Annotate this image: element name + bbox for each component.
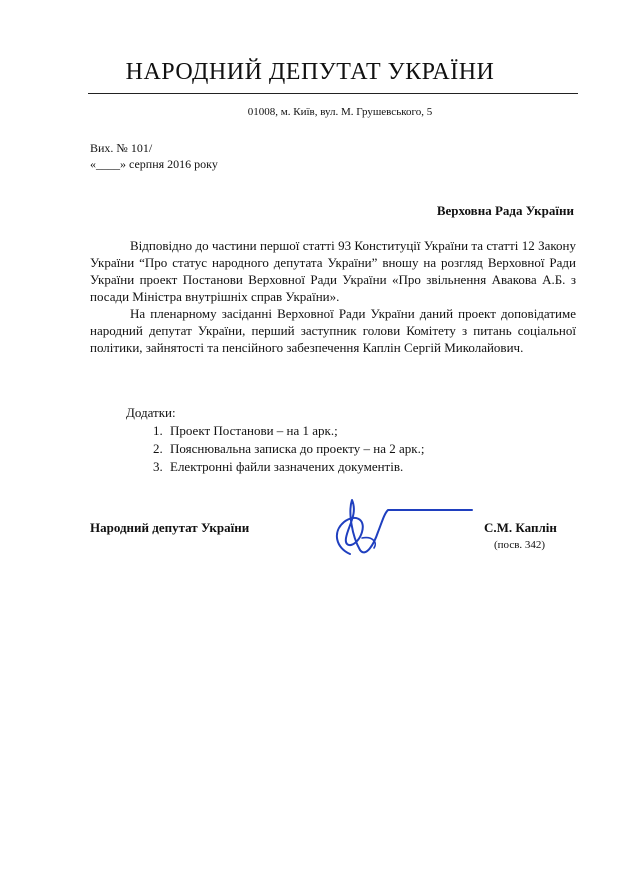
body-paragraph: Відповідно до частини першої статті 93 Конституції України та статті 12 Закону України “Про статус народного депутата України” вношу на розгляд Верховної Ради України проект Постанови Верховної Ради України «Про звільнення Авакова А.Б. з посади Міністра внутрішніх справ України». bbox=[90, 238, 576, 304]
attachment-item: 2. Пояснювальна записка до проекту – на 2 арк.; bbox=[166, 440, 424, 458]
outgoing-number: Вих. № 101/ bbox=[90, 141, 153, 155]
letterhead-title: НАРОДНИЙ ДЕПУТАТ УКРАЇНИ bbox=[125, 59, 495, 85]
outgoing-date: «____» серпня 2016 року bbox=[90, 157, 218, 171]
letterhead-divider bbox=[88, 93, 578, 94]
body-paragraph: На пленарному засіданні Верховної Ради України даний проект доповідатиме народний депутат України, перший заступник голови Комітету з питань соціальної політики, зайнятості та пенсійного забезпечення Каплін Сергій Миколайович. bbox=[90, 306, 576, 355]
signatory-credential-note: (посв. 342) bbox=[494, 539, 546, 551]
recipient: Верховна Рада України bbox=[436, 203, 574, 218]
signatory-name: С.М. Каплін bbox=[484, 520, 557, 535]
attachment-item: 3. Електронні файли зазначених документів. bbox=[166, 458, 424, 476]
attachments-list bbox=[126, 422, 424, 476]
handwritten-signature bbox=[322, 492, 482, 564]
signatory-position: Народний депутат України bbox=[90, 520, 250, 535]
letter-body bbox=[90, 237, 576, 356]
attachments-heading: Додатки: bbox=[126, 405, 176, 420]
attachment-item: 1. Проект Постанови – на 1 арк.; bbox=[166, 422, 424, 440]
attachments bbox=[126, 404, 424, 476]
letterhead-address: 01008, м. Київ, вул. М. Грушевського, 5 bbox=[247, 106, 433, 118]
outgoing-reference bbox=[90, 140, 218, 172]
